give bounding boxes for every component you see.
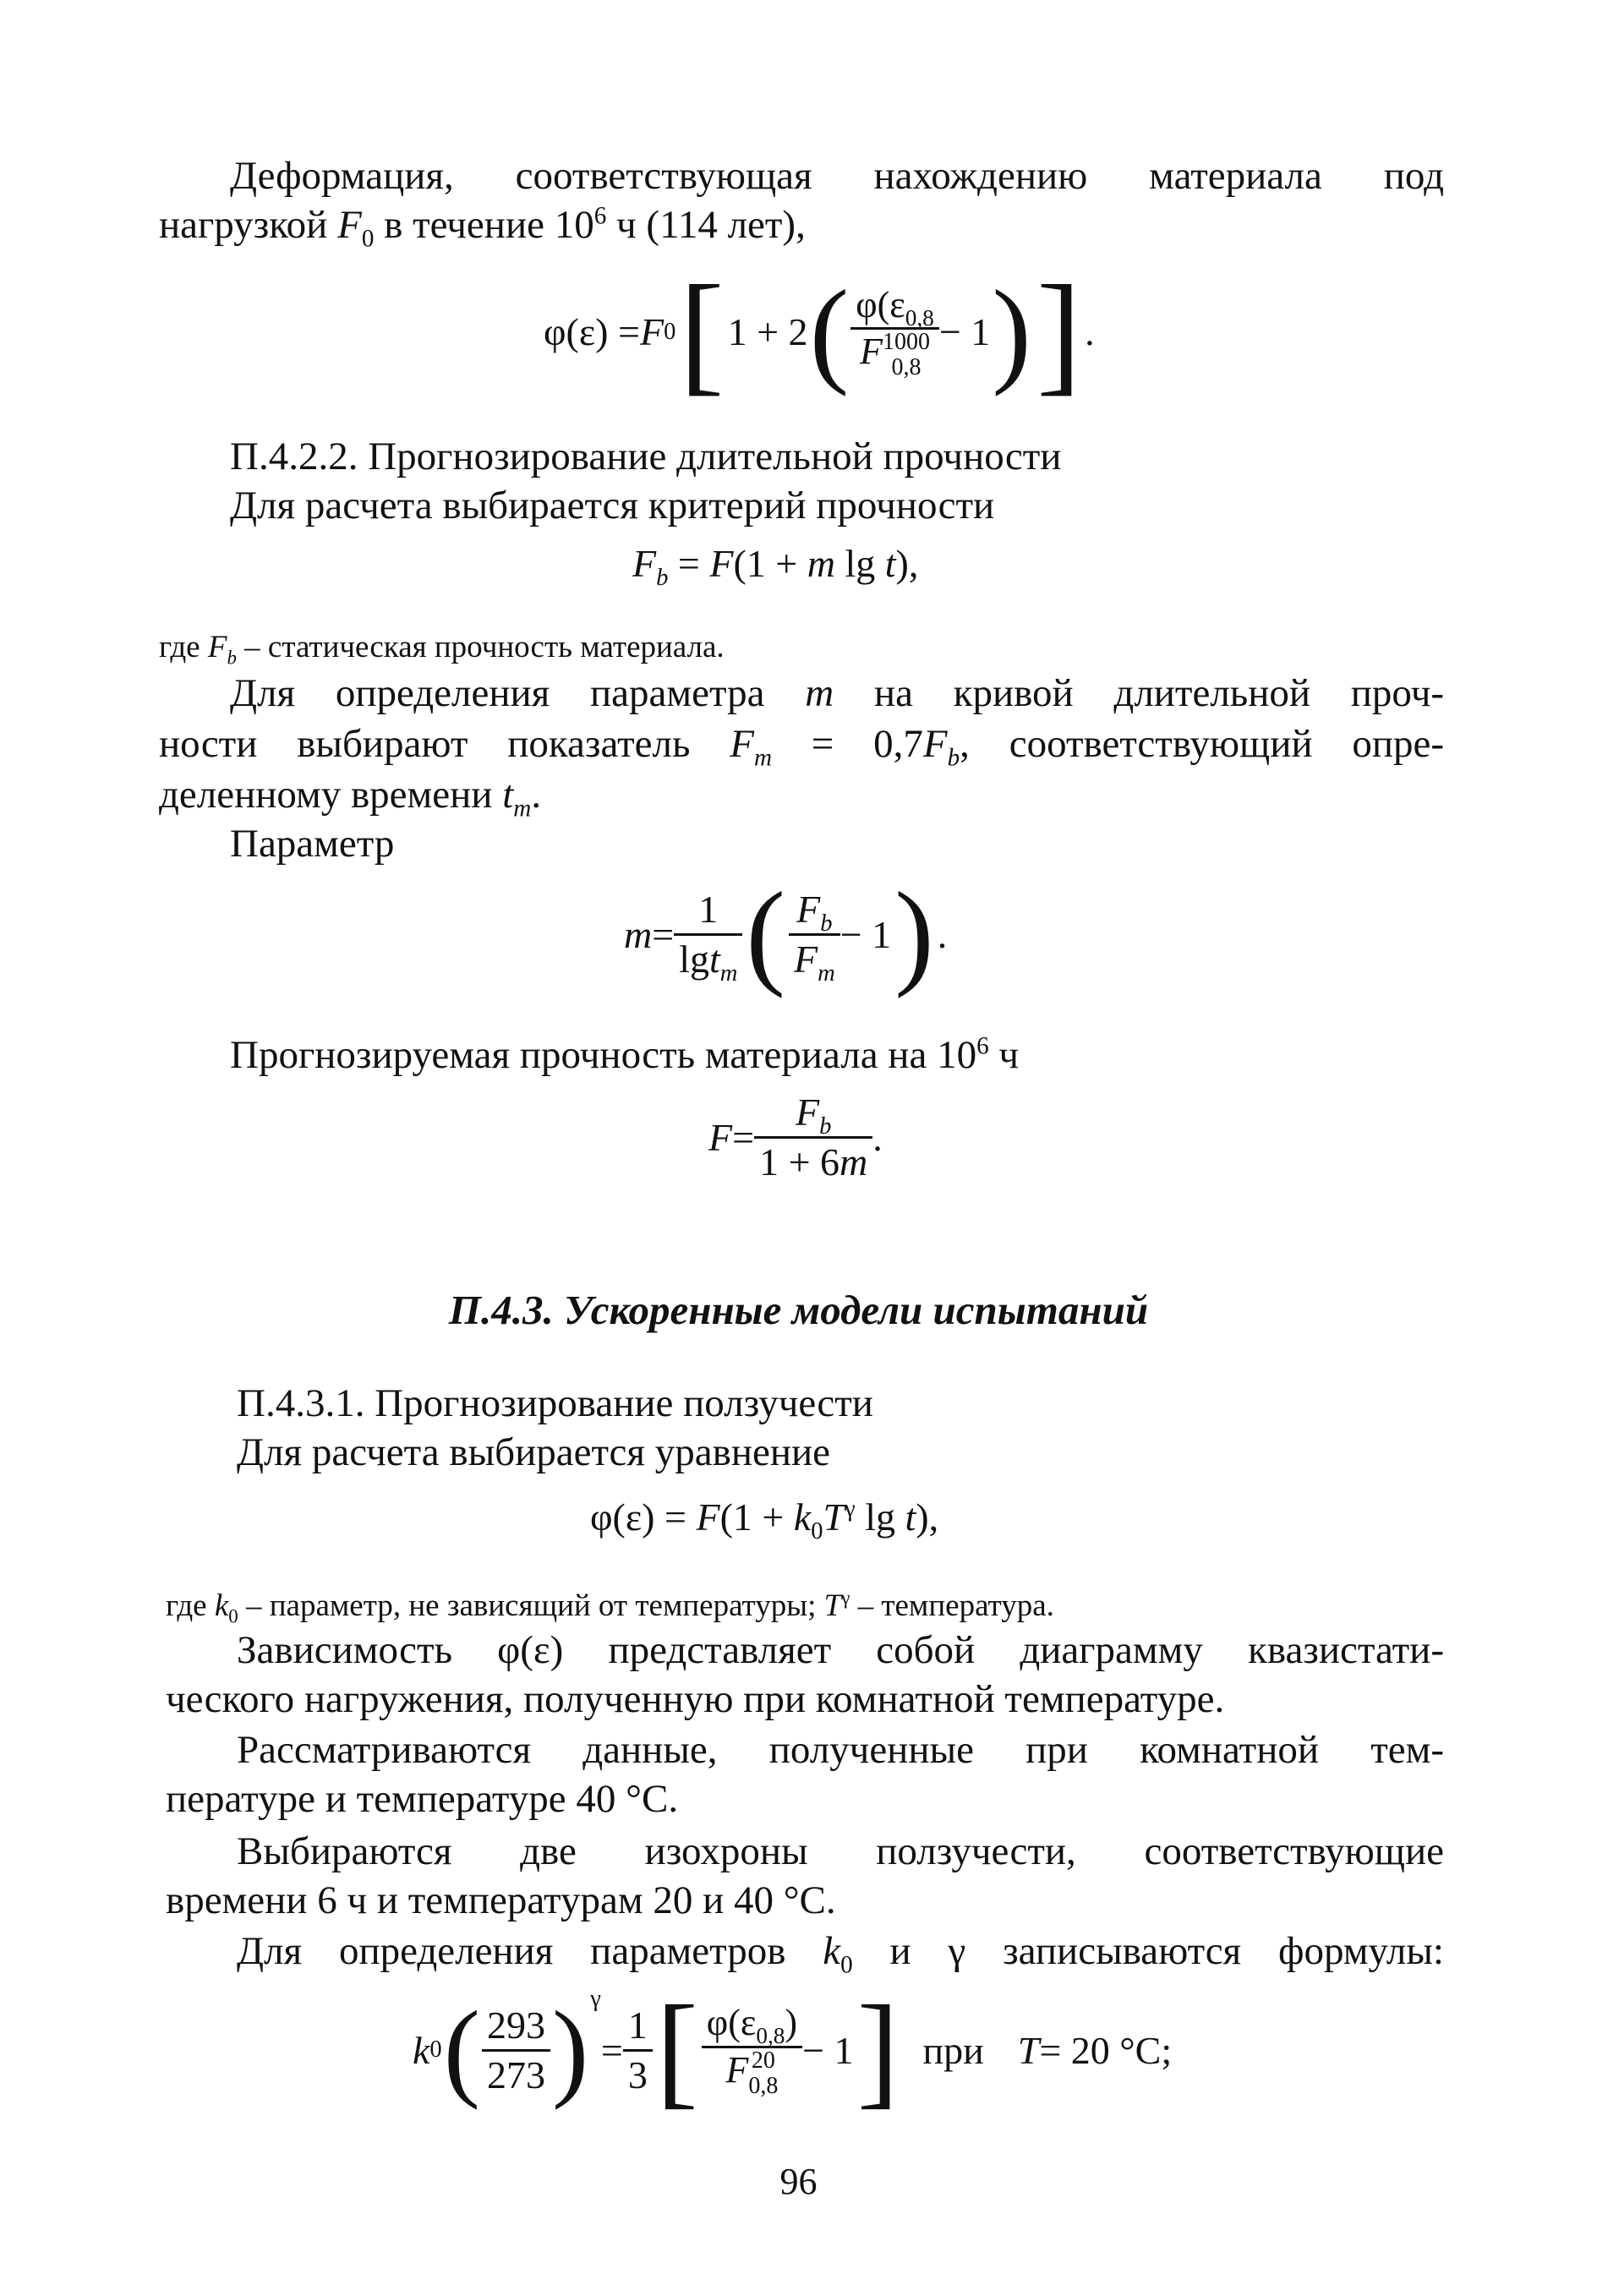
formula-paren: ( — [809, 265, 850, 397]
formula-part: φ(ε — [706, 2002, 757, 2044]
formula-part: = — [600, 2028, 623, 2072]
script-stack — [748, 2048, 778, 2099]
where-fb-note — [159, 622, 725, 673]
param-m-line3 — [159, 769, 542, 823]
formula-fraction — [754, 1089, 872, 1184]
symbol-k: k — [214, 1588, 229, 1623]
criterion-intro — [230, 480, 994, 531]
para-text: Для определения параметров — [237, 1929, 823, 1973]
formula-part: ) — [785, 2002, 798, 2044]
section-4-2-2-title — [230, 431, 1061, 482]
parameter-label — [230, 818, 394, 869]
forecast-strength-line — [230, 1030, 1019, 1080]
formula-fraction — [789, 886, 840, 987]
symbol-sub: b — [947, 744, 960, 772]
formula-bracket: [ — [655, 1980, 698, 2120]
formula-part: 1000 — [882, 329, 930, 356]
para-text: деленному времени — [159, 773, 503, 817]
section-4-3-heading — [0, 1285, 1597, 1336]
formula-part: − 1 — [938, 310, 991, 353]
para-text: Прогнозируемая прочность материала на 10 — [230, 1033, 977, 1077]
equation-intro — [237, 1427, 830, 1478]
symbol-t: t — [502, 773, 514, 817]
formula-part: lg — [855, 1495, 905, 1539]
formula-part: = — [668, 542, 710, 585]
formula-fraction — [674, 886, 742, 987]
formula-bracket: ] — [856, 1980, 900, 2120]
formula-part: m — [807, 542, 835, 585]
symbol-f: F — [730, 722, 754, 766]
formula-part: 1 + 2 — [727, 310, 808, 353]
formula-part: k — [413, 2028, 430, 2072]
label-text: Параметр — [230, 822, 395, 866]
formula-part: 0 — [811, 1518, 823, 1545]
heading-text: П.4.3. Ускоренные модели испытаний — [448, 1287, 1149, 1333]
para-text: , соответствующий опре- — [960, 722, 1444, 766]
formula-part: = — [652, 912, 675, 956]
symbol-sub: b — [227, 647, 237, 669]
section-4-3-1-title — [237, 1378, 873, 1429]
formula-part: γ — [845, 1495, 856, 1522]
formula-paren: ) — [551, 1989, 589, 2111]
para-text: = 0,7 — [771, 722, 923, 766]
formula-part: φ(ε) = — [590, 1495, 697, 1539]
formula-part: k — [793, 1495, 812, 1539]
formula-paren: ( — [443, 1989, 480, 2111]
where-k0-note — [166, 1581, 1054, 1632]
fraction-denominator — [850, 330, 939, 380]
para-text: на кривой длительной проч- — [834, 671, 1444, 715]
param-m-line1 — [230, 668, 1444, 719]
symbol-sub: 0 — [361, 225, 375, 253]
formula-creep-equation — [590, 1495, 939, 1545]
data-line1 — [237, 1725, 1444, 1775]
symbol-t: T — [823, 1588, 842, 1623]
formula-part: (1 + — [733, 542, 807, 585]
para-text: ности выбирают показатель — [159, 722, 730, 766]
isochrone-line2 — [166, 1875, 836, 1926]
formula-part: F — [793, 937, 818, 981]
formula-paren: ) — [894, 868, 934, 999]
symbol-sub: 0 — [228, 1605, 238, 1627]
section-title-text: П.4.3.1. Прогнозирование ползучести — [237, 1381, 873, 1425]
formula-phi-epsilon-load: φ(ε) = F 0 [ 1 + 2 ( $\varphi(\varepsilon_{0,8}$ F 1000 0,8 − 1 ) ] . — [544, 256, 1095, 407]
fraction-numerator: 1 — [674, 886, 742, 935]
formula-part: при — [922, 2028, 984, 2072]
dependence-line1 — [237, 1625, 1444, 1676]
formula-part: = 20 °С; — [1039, 2028, 1173, 2072]
para-text: ч — [988, 1033, 1020, 1077]
symbol-f: F — [922, 722, 948, 766]
intro-paragraph-line2 — [159, 200, 806, 253]
symbol-k: k — [823, 1929, 841, 1973]
para-text: и γ записываются формулы: — [852, 1929, 1444, 1973]
symbol-f: F — [207, 630, 227, 664]
para-text: . — [531, 773, 542, 817]
para-text: Для определения параметра — [230, 671, 806, 715]
formula-part: . — [1085, 310, 1095, 353]
symbol-sup: 6 — [976, 1032, 989, 1060]
formula-part: 0,8 — [905, 304, 934, 331]
formula-part: lg — [679, 937, 709, 981]
intro-text: нагрузкой — [159, 203, 338, 247]
formula-part: t — [884, 542, 896, 585]
data-line2 — [166, 1774, 678, 1824]
section-title-text: П.4.2.2. Прогнозирование длительной прочности — [230, 435, 1062, 478]
fraction-numerator — [754, 1089, 872, 1138]
fraction-numerator — [850, 283, 939, 331]
formula-part: 0,8 — [748, 2072, 779, 2099]
formula-bracket: [ — [679, 256, 725, 407]
fraction-denominator — [702, 2048, 802, 2099]
fraction-denominator — [674, 936, 742, 987]
intro-paragraph-line1 — [230, 150, 1444, 201]
intro-line1-text: Деформация, соответствующая нахождению материала под — [230, 154, 1444, 198]
formula-fraction — [702, 2001, 802, 2099]
formula-part: m — [624, 912, 653, 956]
note-text: – параметр, не зависящий от температуры; — [238, 1588, 824, 1623]
param-m-line2 — [159, 719, 1444, 772]
fraction-numerator: 1 — [623, 2002, 653, 2051]
fraction-numerator — [789, 886, 840, 938]
params-line — [237, 1926, 1444, 1979]
formula-part: b — [819, 1113, 832, 1140]
formula-bracket: ] — [1036, 256, 1082, 407]
formula-part: = — [732, 1115, 755, 1159]
formula-part: − 1 — [840, 912, 892, 956]
symbol-sub: 0 — [840, 1951, 853, 1979]
formula-part: m — [818, 959, 835, 987]
formula-paren: ) — [992, 265, 1031, 397]
formula-strength-criterion — [632, 541, 919, 592]
dependence-line2 — [166, 1674, 1224, 1725]
symbol-sub: m — [513, 795, 532, 823]
note-text: где — [159, 630, 208, 664]
formula-part: F — [708, 1115, 733, 1159]
formula-part: . — [937, 912, 948, 956]
para-text: Выбираются две изохроны ползучести, соответствующие — [237, 1829, 1444, 1873]
fraction-denominator — [789, 936, 840, 987]
fraction-numerator: 293 — [482, 2002, 550, 2051]
formula-part: 1 + 6 — [759, 1140, 840, 1184]
formula-part: F — [696, 1495, 720, 1539]
formula-part: b — [656, 565, 669, 592]
formula-fraction — [482, 2002, 550, 2097]
formula-part: m — [719, 959, 738, 987]
formula-part: − 1 — [802, 2028, 854, 2072]
formula-part: m — [840, 1140, 868, 1184]
formula-part: ), — [916, 1495, 939, 1539]
formula-part: F — [725, 2048, 749, 2091]
criterion-text: Для расчета выбирается критерий прочности — [230, 484, 995, 528]
formula-forecast-strength — [708, 1082, 883, 1192]
formula-part: φ(ε) = — [544, 310, 640, 353]
formula-part: F — [709, 542, 734, 585]
fraction-denominator — [754, 1139, 872, 1185]
note-text: – статическая прочность материала. — [236, 630, 725, 664]
para-text: ческого нагружения, полученную при комнатной температуре. — [166, 1677, 1225, 1721]
formula-part: ), — [895, 542, 919, 585]
intro-text: ч (114 лет), — [606, 203, 806, 247]
formula-part: 0,8 — [756, 2022, 785, 2048]
symbol-sub: m — [753, 744, 772, 772]
formula-part: T — [823, 1495, 845, 1539]
para-text: Зависимость φ(ε) представляет собой диаграмму квазистати- — [237, 1628, 1444, 1672]
formula-part: F — [796, 888, 821, 932]
formula-fraction — [850, 283, 939, 381]
note-text: где — [166, 1588, 215, 1623]
formula-part: t — [905, 1495, 916, 1539]
formula-fraction — [623, 2002, 653, 2097]
formula-part: lg — [834, 542, 885, 585]
para-text: Рассматриваются данные, полученные при комнатной тем- — [237, 1728, 1444, 1772]
formula-part: F — [795, 1091, 820, 1134]
isochrone-line1 — [237, 1826, 1444, 1877]
script-stack — [883, 330, 930, 380]
note-text: – температура. — [850, 1588, 1054, 1623]
formula-part: . — [872, 1115, 883, 1159]
symbol-sup: 6 — [593, 202, 607, 230]
fraction-denominator: 3 — [627, 2053, 648, 2096]
formula-part: 20 — [751, 2047, 775, 2074]
para-text: пературе и температуре 40 °С. — [166, 1777, 679, 1821]
formula-part: t — [708, 937, 720, 981]
formula-paren: ( — [746, 868, 785, 999]
formula-part: F — [860, 331, 883, 373]
fraction-numerator — [702, 2001, 802, 2048]
formula-part: F — [632, 542, 657, 585]
formula-part: φ(ε — [856, 283, 905, 325]
symbol-f: F — [337, 203, 362, 247]
formula-part: (1 + — [719, 1495, 794, 1539]
page-number-text: 96 — [779, 2161, 818, 2202]
formula-part: 0,8 — [891, 354, 922, 381]
formula-parameter-m — [624, 868, 948, 999]
formula-part: F — [639, 310, 665, 353]
formula-part: b — [820, 910, 833, 938]
para-text: Для расчета выбирается уравнение — [237, 1430, 831, 1474]
formula-k0-at-20c: k 0 ( $\frac{293}{273}$ ) γ = $\frac{1}{3}$ [ $\varphi(\varepsilon_{0,8})$ F 20 0,8 − 1 ] при T = 20 °С; — [413, 1980, 1173, 2120]
page-number — [0, 2160, 1597, 2203]
symbol-sup: γ — [841, 1587, 850, 1609]
formula-part: T — [1017, 2028, 1040, 2072]
fraction-denominator: 273 — [486, 2053, 545, 2096]
intro-text: в течение 10 — [374, 203, 594, 247]
para-text: времени 6 ч и температурам 20 и 40 °С. — [166, 1878, 836, 1922]
symbol-m: m — [805, 671, 834, 715]
